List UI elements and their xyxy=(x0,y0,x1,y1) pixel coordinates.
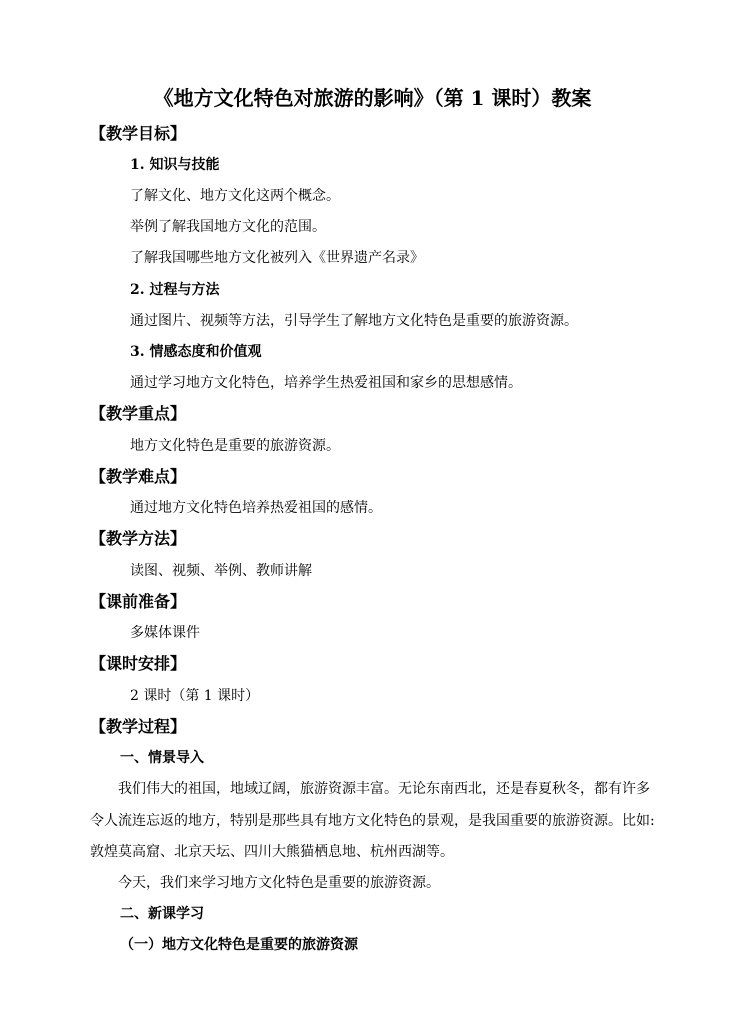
difficulty-text: 通过地方文化特色培养热爱祖国的感情。 xyxy=(130,500,382,516)
subheading-process: 2. 过程与方法 xyxy=(130,282,220,298)
subheading-intro: 一、情景导入 xyxy=(120,750,204,766)
subheading-new-lesson-part-1: （一）地方文化特色是重要的旅游资源 xyxy=(120,937,358,953)
section-heading-difficulty: 【教学难点】 xyxy=(90,467,187,486)
preparation-text: 多媒体课件 xyxy=(130,625,200,641)
objective-item: 举例了解我国地方文化的范围。 xyxy=(130,219,326,235)
subheading-new-lesson: 二、新课学习 xyxy=(120,906,204,922)
objective-item: 了解我国哪些地方文化被列入《世界遗产名录》 xyxy=(130,250,424,266)
intro-paragraph-line: 令人流连忘返的地方，特别是那些具有地方文化特色的景观，是我国重要的旅游资源。比如: xyxy=(90,813,655,829)
subheading-knowledge: 1. 知识与技能 xyxy=(130,157,220,173)
objective-item: 通过学习地方文化特色，培养学生热爱祖国和家乡的思想感情。 xyxy=(130,375,522,391)
objective-item: 通过图片、视频等方法，引导学生了解地方文化特色是重要的旅游资源。 xyxy=(130,313,578,329)
section-heading-key-point: 【教学重点】 xyxy=(90,404,187,423)
intro-today-line: 今天，我们来学习地方文化特色是重要的旅游资源。 xyxy=(118,875,440,891)
section-heading-procedure: 【教学过程】 xyxy=(90,717,187,736)
section-heading-preparation: 【课前准备】 xyxy=(90,592,187,611)
objective-item: 了解文化、地方文化这两个概念。 xyxy=(130,188,340,204)
section-heading-method: 【教学方法】 xyxy=(90,529,187,548)
subheading-attitude: 3. 情感态度和价值观 xyxy=(130,344,262,360)
intro-paragraph-line: 我们伟大的祖国，地域辽阔，旅游资源丰富。无论东南西北，还是春夏秋冬，都有许多 xyxy=(118,781,650,797)
key-point-text: 地方文化特色是重要的旅游资源。 xyxy=(130,438,340,454)
section-heading-objectives: 【教学目标】 xyxy=(90,124,187,143)
intro-paragraph-line: 敦煌莫高窟、北京天坛、四川大熊猫栖息地、杭州西湖等。 xyxy=(90,844,454,860)
method-text: 读图、视频、举例、教师讲解 xyxy=(130,563,312,579)
schedule-text: 2 课时（第 1 课时） xyxy=(130,688,260,704)
section-heading-schedule: 【课时安排】 xyxy=(90,654,187,673)
document-title: 《地方文化特色对旅游的影响》（第 1 课时）教案 xyxy=(153,86,592,110)
